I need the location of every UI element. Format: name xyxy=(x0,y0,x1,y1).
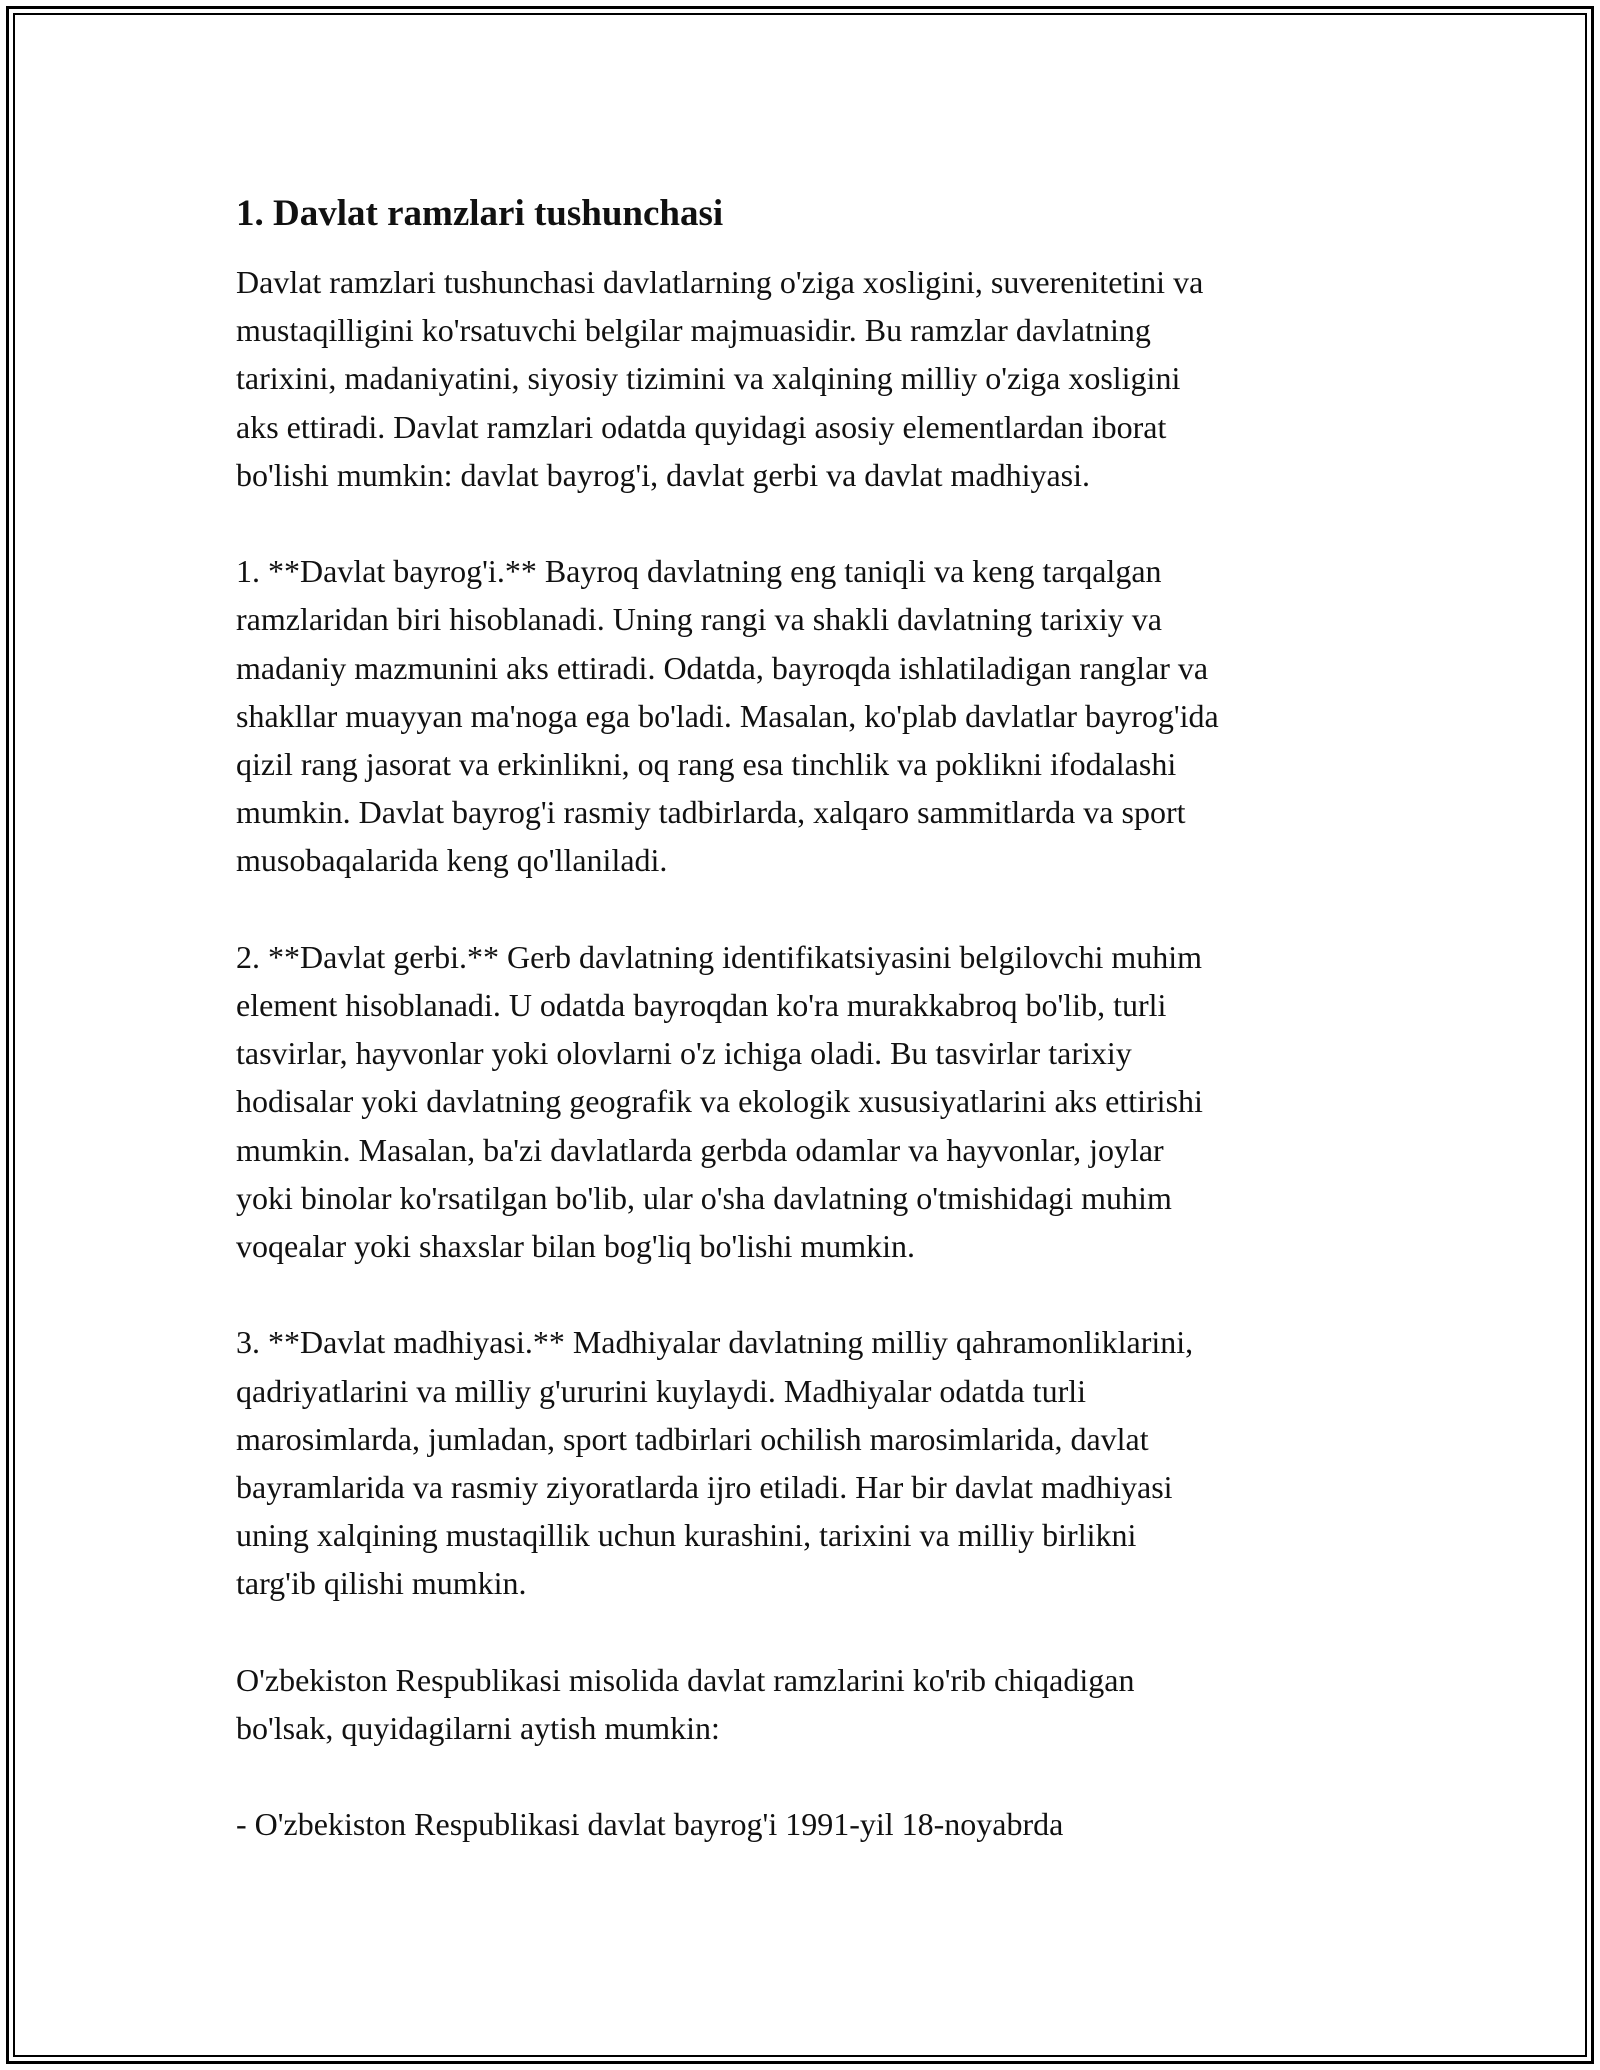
paragraph-flag: 1. **Davlat bayrog'i.** Bayroq davlatning eng taniqli va keng tarqalgan ramzlaridan biri hisoblanadi. Uning rangi va shakli davlatning tarixiy va madaniy mazmunini aks ettiradi. Odatda, bayroqda ishlatiladigan ranglar va shakllar muayyan ma'noga ega bo'ladi. Masalan, ko'plab davlatlar bayrog'ida qizil rang jasorat va erkinlikni, oq rang esa tinchlik va poklikni ifodalashi mumkin. Davlat bayrog'i rasmiy tadbirlarda, xalqaro sammitlarda va sport musobaqalarida keng qo'llaniladi. xyxy=(236,553,1219,879)
paragraph-coat-of-arms: 2. **Davlat gerbi.** Gerb davlatning identifikatsiyasini belgilovchi muhim element hisoblanadi. U odatda bayroqdan ko'ra murakkabroq bo'lib, turli tasvirlar, hayvonlar yoki olovlarni o'z ichiga oladi. Bu tasvirlar tarixiy hodisalar yoki davlatning geografik va ekologik xususiyatlarini aks ettirishi mumkin. Masalan, ba'zi davlatlarda gerbda odamlar va hayvonlar, joylar yoki binolar ko'rsatilgan bo'lib, ular o'sha davlatning o'tmishidagi muhim voqealar yoki shaxslar bilan bog'liq bo'lishi mumkin. xyxy=(236,938,1203,1265)
section-heading: 1. Davlat ramzlari tushunchasi xyxy=(236,193,724,234)
paragraph-intro: Davlat ramzlari tushunchasi davlatlarning o'ziga xosligini, suverenitetini va mustaqilligini ko'rsatuvchi belgilar majmuasidir. Bu ramzlar davlatning tarixini, madaniyatini, siyosiy tizimini va xalqining milliy o'ziga xosligini aks ettiradi. Davlat ramzlari odatda quyidagi asosiy elementlardan iborat bo'lishi mumkin: davlat bayrog'i, davlat gerbi va davlat madhiyasi. xyxy=(236,264,1204,493)
paragraph-list-item: - O'zbekiston Respublikasi davlat bayrog'i 1991-yil 18-noyabrda xyxy=(236,1806,1064,1843)
document-body xyxy=(236,186,1386,1897)
paragraph-uzbekistan-intro: O'zbekiston Respublikasi misolida davlat ramzlarini ko'rib chiqadigan bo'lsak, quyidagilarni aytish mumkin: xyxy=(236,1661,1135,1747)
paragraph-anthem: 3. **Davlat madhiyasi.** Madhiyalar davlatning milliy qahramonliklarini, qadriyatlarini va milliy g'ururini kuylaydi. Madhiyalar odatda turli marosimlarda, jumladan, sport tadbirlari ochilish marosimlarida, davlat bayramlarida va rasmiy ziyoratlarda ijro etiladi. Har bir davlat madhiyasi uning xalqining mustaqillik uchun kurashini, tarixini va milliy birlikni targ'ib qilishi mumkin. xyxy=(236,1324,1194,1602)
